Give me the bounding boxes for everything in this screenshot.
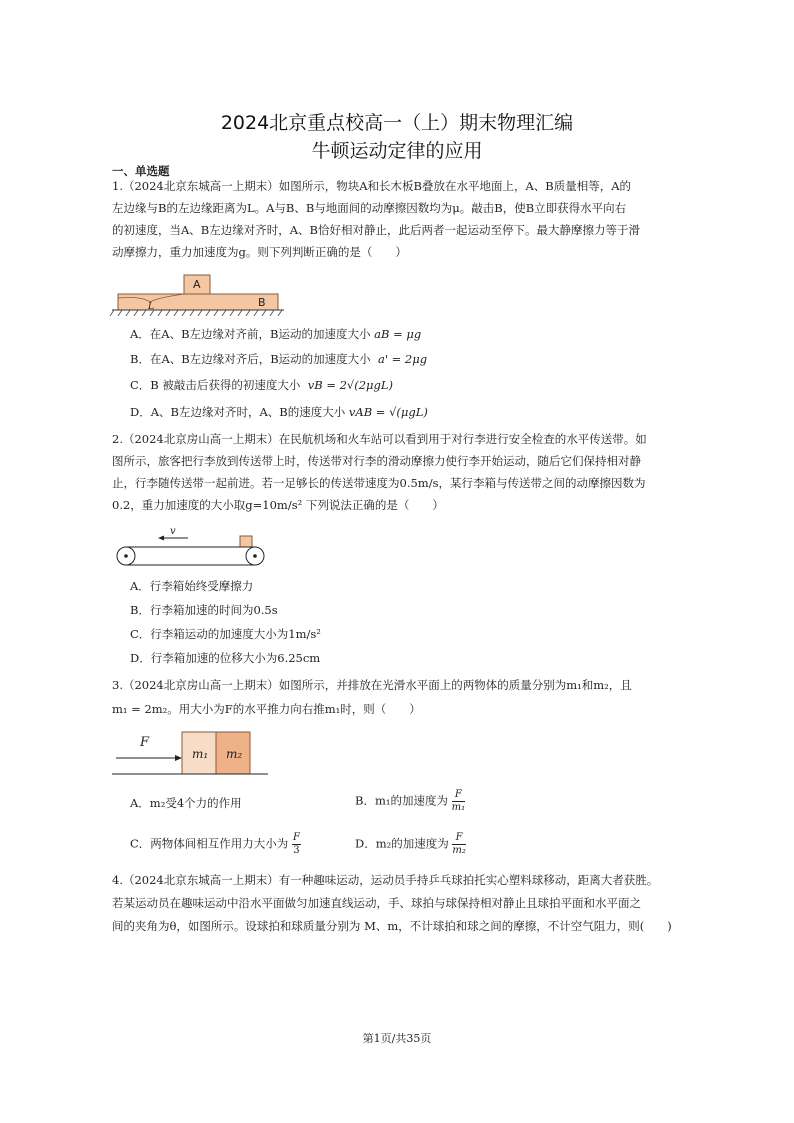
q1-figure xyxy=(112,272,287,320)
q1-option-d: D．A、B左边缘对齐时，A、B的速度大小 vAB = √(μgL) xyxy=(130,405,428,419)
q3-line-2: m₁ = 2m₂。用大小为F的水平推力向右推m₁时，则（ ） xyxy=(112,702,421,716)
q2-line-1: 2.（2024北京房山高一上期末）在民航机场和火车站可以看到用于对行李进行安全检查的水平传送带。如 xyxy=(112,432,647,446)
q2-conveyor-figure xyxy=(112,524,267,568)
q3-option-d: D．m₂的加速度为 $\frac{F}{\text{m₂}}$ xyxy=(355,832,466,856)
block-a-label: A xyxy=(193,278,201,291)
q2-option-a: A．行李箱始终受摩擦力 xyxy=(130,579,254,593)
q3-option-a: A．m₂受4个力的作用 xyxy=(130,796,242,810)
q1-line-3: 的初速度，当A、B左边缘对齐时，A、B恰好相对静止，此后两者一起运动至停下。最大静摩擦力等于滑 xyxy=(112,223,641,237)
q1-line-4: 动摩擦力，重力加速度为g。则下列判断正确的是（ ） xyxy=(112,245,407,259)
velocity-label: v xyxy=(170,526,176,537)
page-subtitle: 牛顿运动定律的应用 xyxy=(311,140,483,162)
ground-hatch xyxy=(110,310,282,316)
q1-line-1: 1.（2024北京东城高一上期末）如图所示，物块A和长木板B叠放在水平地面上，A、B质量相等，A的 xyxy=(112,179,632,193)
q3-option-b: B．m₁的加速度为 $\frac{F}{\text{m₁}}$ xyxy=(355,789,466,813)
m1-label: m₁ xyxy=(192,747,209,761)
page-footer: 第1页/共35页 xyxy=(362,1032,432,1045)
q2-option-d: D．行李箱加速的位移大小为6.25cm xyxy=(130,651,321,665)
luggage-box xyxy=(240,536,252,547)
force-label: F xyxy=(140,735,150,750)
q3-option-c: C．两物体间相互作用力大小为 $\frac{F}{3}$ xyxy=(130,832,300,856)
page-title: 2024北京重点校高一（上）期末物理汇编 xyxy=(220,112,574,134)
q3-figure xyxy=(112,726,272,776)
q4-line-2: 若某运动员在趣味运动中沿水平面做匀加速直线运动，手、球拍与球保持相对静止且球拍平面和水平面之 xyxy=(112,896,641,910)
q2-option-c: C．行李箱运动的加速度大小为1m/s² xyxy=(130,627,321,641)
q1-line-2: 左边缘与B的左边缘距离为L。A与B、B与地面间的动摩擦因数均为μ。敲击B，使B立即获得水平向右 xyxy=(112,201,627,215)
q1-option-c: C．B 被敲击后获得的初速度大小 vB = 2√(2μgL) xyxy=(130,378,394,392)
m2-label: m₂ xyxy=(226,747,243,761)
block-b-label: B xyxy=(258,296,266,309)
q2-line-3: 止，行李随传送带一起前进。若一足够长的传送带速度为0.5m/s，某行李箱与传送带之间的动摩擦因数为 xyxy=(112,476,646,490)
q4-line-1: 4.（2024北京东城高一上期末）有一种趣味运动，运动员手持乒乓球拍托实心塑料球移动，距离大者获胜。 xyxy=(112,873,659,887)
q1-option-a: A．在A、B左边缘对齐前，B运动的加速度大小 aB = μg xyxy=(130,327,422,341)
q1-option-b: B．在A、B左边缘对齐后，B运动的加速度大小 a' = 2μg xyxy=(130,352,428,366)
q2-option-b: B．行李箱加速的时间为0.5s xyxy=(130,603,278,617)
q4-line-3: 间的夹角为θ，如图所示。设球拍和球质量分别为 M、m，不计球拍和球之间的摩擦，不计空气阻力，则( ) xyxy=(112,919,672,933)
distance-label: L xyxy=(148,302,154,312)
block-b xyxy=(118,294,278,310)
q2-line-4: 0.2，重力加速度的大小取g=10m/s² 下列说法正确的是（ ） xyxy=(112,498,444,512)
q3-line-1: 3.（2024北京房山高一上期末）如图所示，并排放在光滑水平面上的两物体的质量分别为m₁和m₂，且 xyxy=(112,678,632,692)
q2-line-2: 图所示，旅客把行李放到传送带上时，传送带对行李的滑动摩擦力使行李开始运动，随后它们保持相对静 xyxy=(112,454,641,468)
section-heading: 一、单选题 xyxy=(112,164,170,178)
